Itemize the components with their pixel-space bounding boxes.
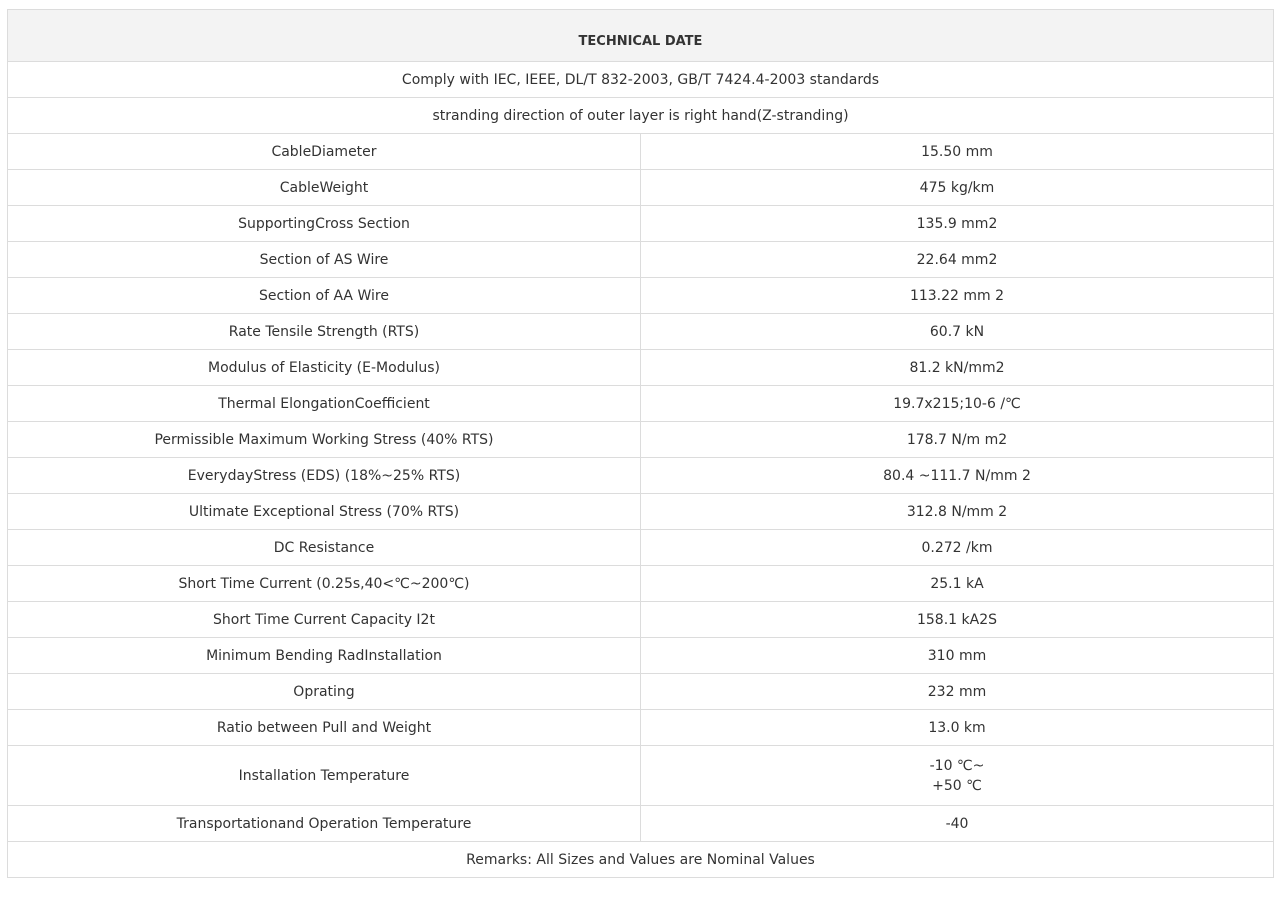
table-row [8, 206, 1274, 242]
stranding-note: stranding direction of outer layer is right hand(Z-stranding) [8, 98, 1274, 134]
row-label: Oprating [8, 674, 641, 710]
table-row [8, 458, 1274, 494]
row-value: 25.1 kA [641, 566, 1274, 602]
table-title: TECHNICAL DATE [8, 10, 1274, 62]
row-label: Permissible Maximum Working Stress (40% RTS) [8, 422, 641, 458]
row-value: 158.1 kA2S [641, 602, 1274, 638]
row-value: 0.272 /km [641, 530, 1274, 566]
table-row [8, 350, 1274, 386]
row-label: Minimum Bending RadInstallation [8, 638, 641, 674]
row-value: 232 mm [641, 674, 1274, 710]
table-row [8, 674, 1274, 710]
row-value: 80.4 ~111.7 N/mm 2 [641, 458, 1274, 494]
transport-temperature-value: -40 [641, 806, 1274, 842]
technical-data-table [7, 9, 1274, 878]
row-label: SupportingCross Section [8, 206, 641, 242]
row-label: Short Time Current Capacity I2t [8, 602, 641, 638]
table-header-row [8, 10, 1274, 62]
standards-note: Comply with IEC, IEEE, DL/T 832-2003, GB/T 7424.4-2003 standards [8, 62, 1274, 98]
table-row [8, 602, 1274, 638]
row-label: Section of AA Wire [8, 278, 641, 314]
table-row [8, 242, 1274, 278]
row-value: 15.50 mm [641, 134, 1274, 170]
table-row [8, 314, 1274, 350]
table-row [8, 494, 1274, 530]
row-value: 13.0 km [641, 710, 1274, 746]
table-row [8, 278, 1274, 314]
row-label: Ratio between Pull and Weight [8, 710, 641, 746]
row-value: 312.8 N/mm 2 [641, 494, 1274, 530]
remarks-note: Remarks: All Sizes and Values are Nominal Values [8, 842, 1274, 878]
row-value: 22.64 mm2 [641, 242, 1274, 278]
remarks-row [8, 842, 1274, 878]
row-label: EverydayStress (EDS) (18%~25% RTS) [8, 458, 641, 494]
installation-temperature-max: +50 ℃ [932, 777, 982, 794]
stranding-note-row [8, 98, 1274, 134]
row-label: Modulus of Elasticity (E-Modulus) [8, 350, 641, 386]
row-value: 113.22 mm 2 [641, 278, 1274, 314]
row-label: Section of AS Wire [8, 242, 641, 278]
row-value: 81.2 kN/mm2 [641, 350, 1274, 386]
row-label: Thermal ElongationCoefficient [8, 386, 641, 422]
row-label: Rate Tensile Strength (RTS) [8, 314, 641, 350]
row-label: Short Time Current (0.25s,40<℃~200℃) [8, 566, 641, 602]
installation-temperature-value [641, 746, 1274, 806]
row-value: 310 mm [641, 638, 1274, 674]
table-row [8, 638, 1274, 674]
technical-data-container [7, 9, 1274, 878]
installation-temperature-label: Installation Temperature [8, 746, 641, 806]
row-value: 178.7 N/m m2 [641, 422, 1274, 458]
row-label: CableWeight [8, 170, 641, 206]
row-label: CableDiameter [8, 134, 641, 170]
transport-temperature-label: Transportationand Operation Temperature [8, 806, 641, 842]
table-row [8, 170, 1274, 206]
standards-note-row [8, 62, 1274, 98]
installation-temperature-min: -10 ℃~ [929, 757, 985, 774]
row-value: 135.9 mm2 [641, 206, 1274, 242]
row-value: 475 kg/km [641, 170, 1274, 206]
row-value: 60.7 kN [641, 314, 1274, 350]
row-value: 19.7x215;10-6 /℃ [641, 386, 1274, 422]
installation-temperature-row [8, 746, 1274, 806]
table-row [8, 422, 1274, 458]
table-row [8, 134, 1274, 170]
row-label: Ultimate Exceptional Stress (70% RTS) [8, 494, 641, 530]
table-row [8, 530, 1274, 566]
transport-temperature-row [8, 806, 1274, 842]
table-row [8, 710, 1274, 746]
row-label: DC Resistance [8, 530, 641, 566]
table-row [8, 386, 1274, 422]
table-row [8, 566, 1274, 602]
